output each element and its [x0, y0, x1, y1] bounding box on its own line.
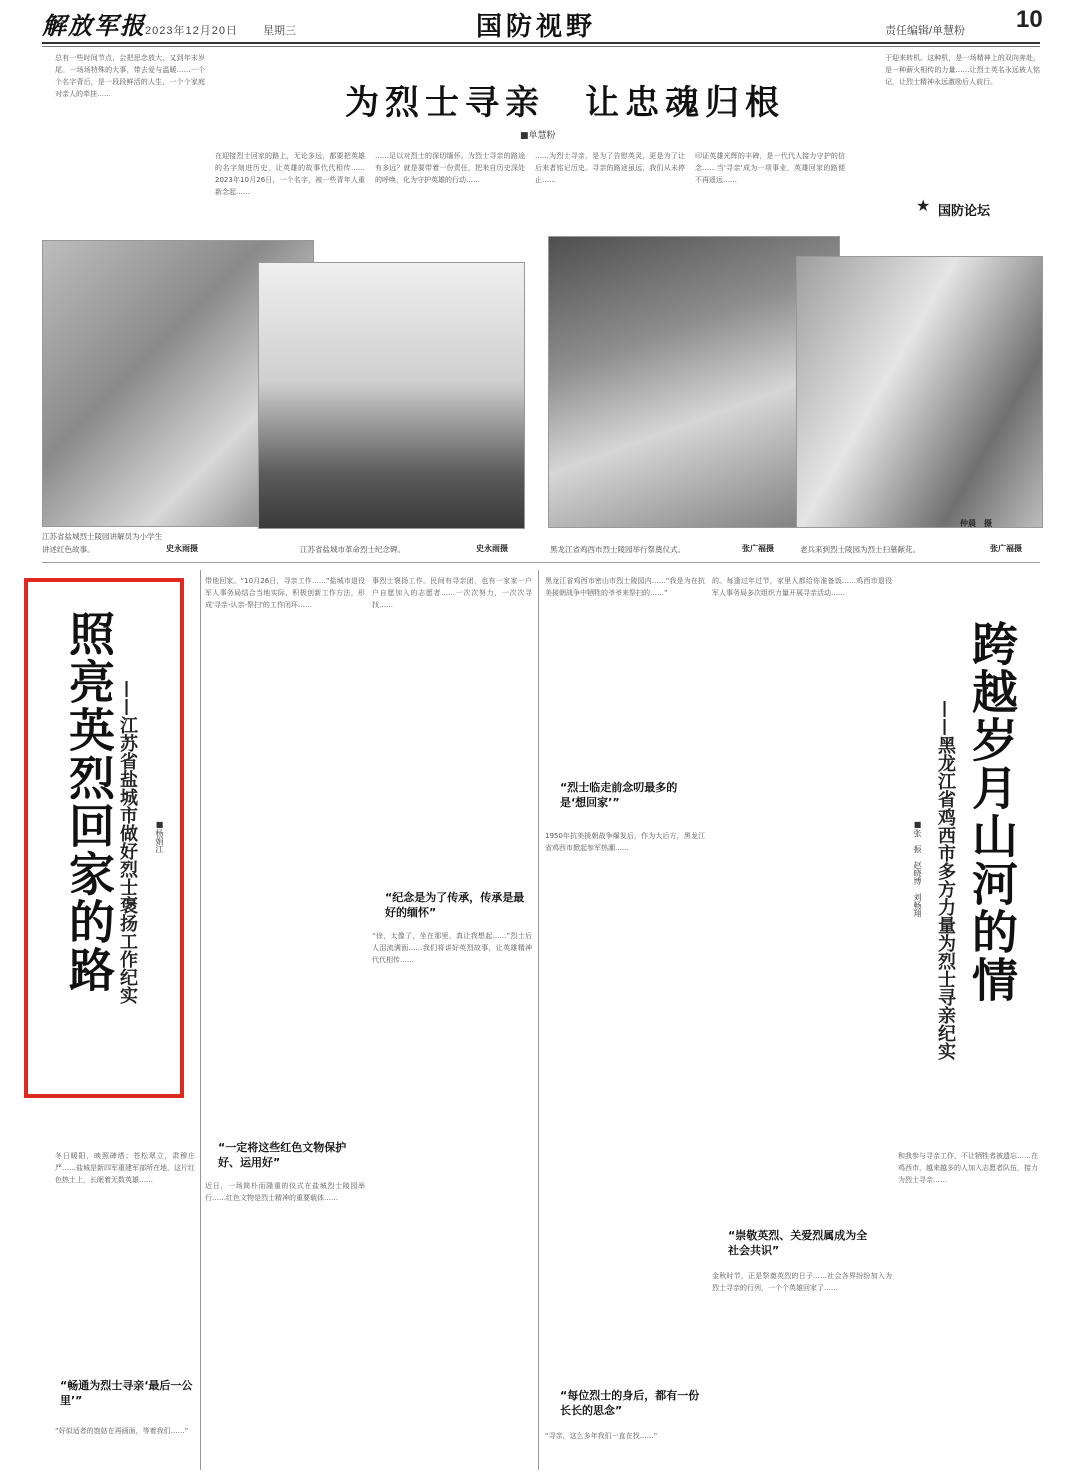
left-byline: ■杨娟江 [155, 820, 164, 853]
top-headline: 为烈士寻亲 让忠魂归根 [345, 83, 785, 123]
photo-caption-1: 江苏省盐城烈士陵园讲解员为小学生讲述红色故事。 [42, 532, 162, 554]
issue-weekday: 星期三 [263, 25, 296, 37]
column-rule [538, 570, 539, 1470]
middle-col2: 事烈士褒扬工作。民间有寻亲团，也有一家家一户户自愿加入的志愿者……一次次努力，一次次寻找…… [372, 577, 532, 609]
middle-subhead-2: “纪念是为了传承，传承是最好的缅怀” [385, 891, 525, 919]
left-subtitle: ——江苏省盐城市做好烈士褒扬工作纪实 [117, 680, 138, 1004]
top-article-col3: ……足以对烈士的深切缅怀。为烈士寻亲的路途有多远？就是要带着一份责任，把来自历史深处的呼唤，化为守护英雄的行动…… [375, 152, 525, 184]
right-col2: 的。每逢过年过节，家里人都给你准备饭……鸡西市退役军人事务局多次组织力量开展寻亲活动…… [712, 577, 892, 597]
left-article-body: 冬日暖阳，映照碑塔；苍松翠立，肃穆庄严……盐城是新四军重建军部所在地，这片红色热土上，长眠着无数英雄…… [55, 1152, 195, 1184]
newspaper-logo: 解放军报 [42, 11, 146, 40]
right-col2-body-2: 金秋时节，正是祭奠英烈的日子……社会各界纷纷加入为烈士寻亲的行列，一个个英雄回家了…… [712, 1272, 892, 1292]
column-rule [200, 570, 201, 1470]
right-col1: 黑龙江省鸡西市密山市烈士陵园内……“我是为在抗美援朝战争中牺牲的爷爷来祭扫的……” [545, 577, 705, 597]
middle-subhead-1: “一定将这些红色文物保护好、运用好” [218, 1141, 347, 1169]
top-article-col5: 印证英雄光辉的丰碑，是一代代人接力守护的信念……当'寻亲'成为一项事业，英雄回家的路便不再遥远…… [695, 152, 845, 184]
photo-credit-2: 史永雨摄 [476, 544, 508, 553]
top-article-col6: 于迎来转机。这种机，是一场精神上的双向奔赴，是一种薪火相传的力量……让烈士英名永远被人铭记，让烈士精神永远激励后人前行。 [885, 54, 1040, 86]
left-subhead-1: “畅通为烈士寻亲‘最后一公里’” [60, 1379, 193, 1407]
section-divider [42, 562, 1040, 563]
right-subhead-2: “每位烈士的身后，都有一份长长的思念” [560, 1389, 700, 1417]
photo-credit-3: 张广福摄 [742, 544, 774, 553]
middle-col2-body-2: “徐，太像了，坐在那里，真让我想起……”烈士后人泪流满面……我们将讲好英烈故事，让英雄精神代代相传…… [372, 932, 532, 964]
header-rule-thin [42, 46, 1040, 47]
right-headline: 跨越岁月山河的情 [965, 620, 1019, 1004]
forum-label: 国防论坛 [938, 204, 991, 219]
right-col1-body-2: 1950年抗美援朝战争爆发后，作为大后方，黑龙江省鸡西市掀起参军热潮…… [545, 832, 705, 852]
top-article-col1: 总有一些时间节点，会把思念放大、又到年末岁尾。一场场特殊的大事，带去爱与温暖……一个个名字背后，是一段段鲜活的人生、一个个家庭对亲人的牵挂…… [55, 54, 205, 98]
header-rule [42, 42, 1040, 44]
right-col1-body-3: “寻亲，这么多年我们一直在找……” [545, 1432, 658, 1440]
photo-monument [258, 262, 525, 529]
top-article-col2: 在迎接烈士回家的路上，无论多远，都要把英雄的名字刻进历史，让英雄的故事代代相传……2023年10月26日，一个名字，被一些青年人重新念起…… [215, 152, 365, 196]
left-article-body-2: “好似适者的饱姑在再画面，等着我们……” [55, 1427, 189, 1435]
right-col3: 和我参与寻亲工作，不让牺牲者被遗忘……在鸡西市，越来越多的人加入志愿者队伍，接力为烈士寻亲…… [898, 1152, 1038, 1184]
right-byline: ■张 振 赵晓博 刘畅翔 [913, 820, 922, 917]
photo-tomb [796, 256, 1043, 528]
right-subhead-3: “崇敬英烈、关爱烈属成为全社会共识” [728, 1229, 868, 1257]
photo-caption-3: 黑龙江省鸡西市烈士陵园举行祭奠仪式。 [550, 545, 685, 554]
photo-caption-2: 江苏省盐城市革命烈士纪念碑。 [300, 545, 405, 554]
right-subhead-1: “烈士临走前念叨最多的是‘想回家’” [560, 781, 678, 809]
page-editor: 责任编辑/单慧粉 [885, 25, 966, 37]
right-subtitle: ——黑龙江省鸡西市多方力量为烈士寻亲纪实 [935, 700, 956, 1060]
middle-col1-body-2: 近日，一场简朴而隆重的仪式在盐城烈士陵园举行……红色文物是烈士精神的重要载体…… [205, 1182, 365, 1202]
top-article-col4: ……为烈士寻亲，是为了告慰英灵，更是为了让后来者铭记历史。寻亲的路途虽远，我们从未停止…… [535, 152, 685, 184]
page-number: 10 [1016, 6, 1043, 33]
photo-credit-1: 史永雨摄 [166, 544, 198, 553]
photo-caption-4: 老兵来到烈士陵园为烈士扫墓献花。 [800, 545, 920, 554]
middle-col1: 带他回家。“10月26日，寻亲工作……”盐城市退役军人事务局结合当地实际，积极创新工作方法，形成'寻亲-认亲-祭扫'的工作闭环…… [205, 577, 365, 609]
photo-credit-4: 张广福摄 [990, 544, 1022, 553]
star-icon: ★ [916, 196, 931, 215]
section-title: 国防视野 [476, 12, 597, 42]
photo-credit-top: 仲晨 摄 [960, 519, 992, 528]
issue-date: 2023年12月20日 [145, 25, 238, 37]
left-headline: 照亮英烈回家的路 [62, 610, 116, 994]
top-byline: ■单慧粉 [520, 131, 556, 141]
